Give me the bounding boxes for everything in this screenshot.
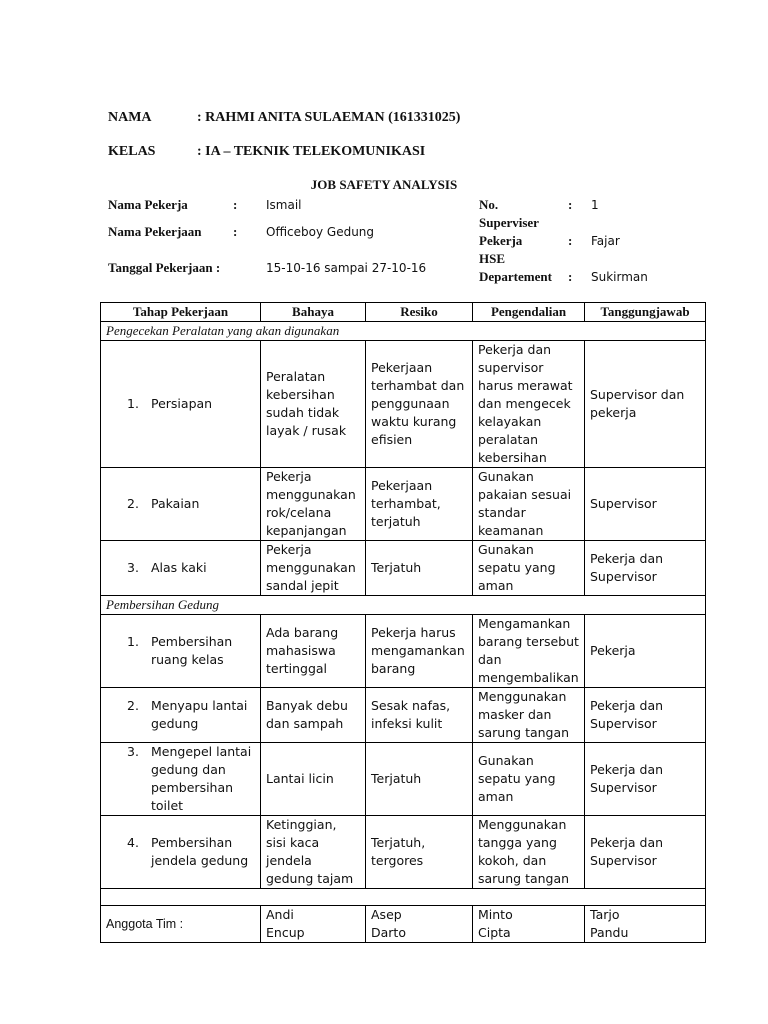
cell-pengendalian: Gunakan sepatu yang aman — [473, 743, 585, 816]
table-row — [101, 468, 706, 541]
nama-pekerjaan-colon: : — [233, 224, 238, 239]
team-member: Minto — [478, 907, 513, 922]
hse-label-line1: HSE — [479, 251, 506, 266]
step-text: Pembersihan ruang kelas — [151, 634, 233, 667]
cell-bahaya: Ketinggian, sisi kaca jendela gedung tajam — [261, 816, 366, 889]
step-text: Pembersihan jendela gedung — [151, 835, 249, 868]
step-text: Menyapu lantai gedung — [151, 698, 248, 731]
hse-label-line2: Departement — [479, 269, 552, 284]
header-resiko: Resiko — [366, 303, 473, 322]
cell-tanggungjawab: Pekerja dan Supervisor — [585, 688, 706, 743]
team-member-cell — [261, 906, 366, 943]
table-header-row — [101, 303, 706, 322]
cell-tahap — [101, 541, 261, 596]
team-member: Encup — [266, 925, 305, 940]
no-colon: : — [568, 197, 573, 212]
cell-tahap — [101, 816, 261, 889]
no-label: No. — [479, 197, 499, 212]
cell-tanggungjawab: Pekerja dan Supervisor — [585, 541, 706, 596]
cell-tanggungjawab: Supervisor — [585, 468, 706, 541]
step-number: 3. — [127, 744, 139, 759]
cell-tahap — [101, 468, 261, 541]
step-number: 3. — [127, 560, 139, 575]
jsa-table — [100, 302, 706, 943]
nama-pekerja-value: Ismail — [266, 198, 302, 212]
nama-pekerja-colon: : — [233, 197, 238, 212]
cell-resiko: Pekerjaan terhambat dan penggunaan waktu kurang efisien — [366, 341, 473, 468]
supervisor-colon: : — [568, 233, 573, 248]
cell-tahap — [101, 688, 261, 743]
step-text: Mengepel lantai gedung dan pembersihan toilet — [151, 744, 252, 813]
table-row — [101, 816, 706, 889]
team-member: Asep — [371, 907, 402, 922]
team-member-cell — [585, 906, 706, 943]
step-text: Alas kaki — [151, 560, 207, 575]
step-number: 1. — [127, 634, 139, 649]
kelas-label: KELAS — [108, 144, 156, 159]
cell-bahaya: Peralatan kebersihan sudah tidak layak / rusak — [261, 341, 366, 468]
cell-resiko: Sesak nafas, infeksi kulit — [366, 688, 473, 743]
table-row — [101, 688, 706, 743]
cell-bahaya: Ada barang mahasiswa tertinggal — [261, 615, 366, 688]
cell-tahap — [101, 341, 261, 468]
cell-tahap — [101, 615, 261, 688]
team-label: Anggota Tim : — [101, 906, 261, 943]
nama-pekerjaan-label: Nama Pekerjaan — [108, 224, 202, 239]
nama-value: : RAHMI ANITA SULAEMAN (161331025) — [197, 110, 461, 125]
cell-tanggungjawab: Pekerja — [585, 615, 706, 688]
section-row — [101, 596, 706, 615]
step-text: Pakaian — [151, 496, 200, 511]
no-value: 1 — [591, 198, 599, 212]
table-row — [101, 541, 706, 596]
hse-colon: : — [568, 269, 573, 284]
section-title-pengecekan: Pengecekan Peralatan yang akan digunakan — [101, 322, 706, 341]
cell-tanggungjawab: Pekerja dan Supervisor — [585, 816, 706, 889]
section-row — [101, 322, 706, 341]
cell-tahap — [101, 743, 261, 816]
table-row — [101, 615, 706, 688]
empty-cell — [101, 889, 706, 906]
tanggal-label: Tanggal Pekerjaan : — [108, 260, 221, 275]
spacer-row — [101, 889, 706, 906]
section-title-pembersihan: Pembersihan Gedung — [101, 596, 706, 615]
header-tahap: Tahap Pekerjaan — [101, 303, 261, 322]
step-text: Persiapan — [151, 396, 213, 411]
hse-value: Sukirman — [591, 270, 648, 284]
team-row — [101, 906, 706, 943]
supervisor-label-line2: Pekerja — [479, 233, 523, 248]
cell-pengendalian: Menggunakan masker dan sarung tangan — [473, 688, 585, 743]
cell-resiko: Pekerja harus mengamankan barang — [366, 615, 473, 688]
team-member: Andi — [266, 907, 294, 922]
cell-pengendalian: Menggunakan tangga yang kokoh, dan sarung tangan — [473, 816, 585, 889]
supervisor-value: Fajar — [591, 234, 620, 248]
team-member-cell — [473, 906, 585, 943]
supervisor-label-line1: Superviser — [479, 215, 539, 230]
nama-pekerjaan-value: Officeboy Gedung — [266, 225, 375, 239]
cell-bahaya: Pekerja menggunakan rok/celana kepanjangan — [261, 468, 366, 541]
header-tanggungjawab: Tanggungjawab — [585, 303, 706, 322]
cell-pengendalian: Gunakan pakaian sesuai standar keamanan — [473, 468, 585, 541]
cell-tanggungjawab: Supervisor dan pekerja — [585, 341, 706, 468]
cell-resiko: Pekerjaan terhambat, terjatuh — [366, 468, 473, 541]
step-number: 2. — [127, 496, 139, 511]
team-member: Tarjo — [590, 907, 620, 922]
cell-resiko: Terjatuh — [366, 743, 473, 816]
cell-resiko: Terjatuh, tergores — [366, 816, 473, 889]
step-number: 4. — [127, 835, 139, 850]
cell-pengendalian: Mengamankan barang tersebut dan mengembalikan — [473, 615, 585, 688]
header-bahaya: Bahaya — [261, 303, 366, 322]
document-title: JOB SAFETY ANALYSIS — [310, 177, 458, 192]
cell-resiko: Terjatuh — [366, 541, 473, 596]
team-member: Cipta — [478, 925, 511, 940]
cell-pengendalian: Pekerja dan supervisor harus merawat dan mengecek kelayakan peralatan kebersihan — [473, 341, 585, 468]
cell-bahaya: Lantai licin — [261, 743, 366, 816]
tanggal-value: 15-10-16 sampai 27-10-16 — [266, 261, 427, 275]
team-member: Pandu — [590, 925, 629, 940]
nama-label: NAMA — [108, 110, 152, 125]
team-member: Darto — [371, 925, 406, 940]
nama-pekerja-label: Nama Pekerja — [108, 197, 188, 212]
team-member-cell — [366, 906, 473, 943]
kelas-value: : IA – TEKNIK TELEKOMUNIKASI — [197, 144, 426, 159]
table-row — [101, 341, 706, 468]
cell-bahaya: Pekerja menggunakan sandal jepit — [261, 541, 366, 596]
step-number: 1. — [127, 396, 139, 411]
cell-pengendalian: Gunakan sepatu yang aman — [473, 541, 585, 596]
cell-bahaya: Banyak debu dan sampah — [261, 688, 366, 743]
step-number: 2. — [127, 698, 139, 713]
header-pengendalian: Pengendalian — [473, 303, 585, 322]
table-row — [101, 743, 706, 816]
cell-tanggungjawab: Pekerja dan Supervisor — [585, 743, 706, 816]
